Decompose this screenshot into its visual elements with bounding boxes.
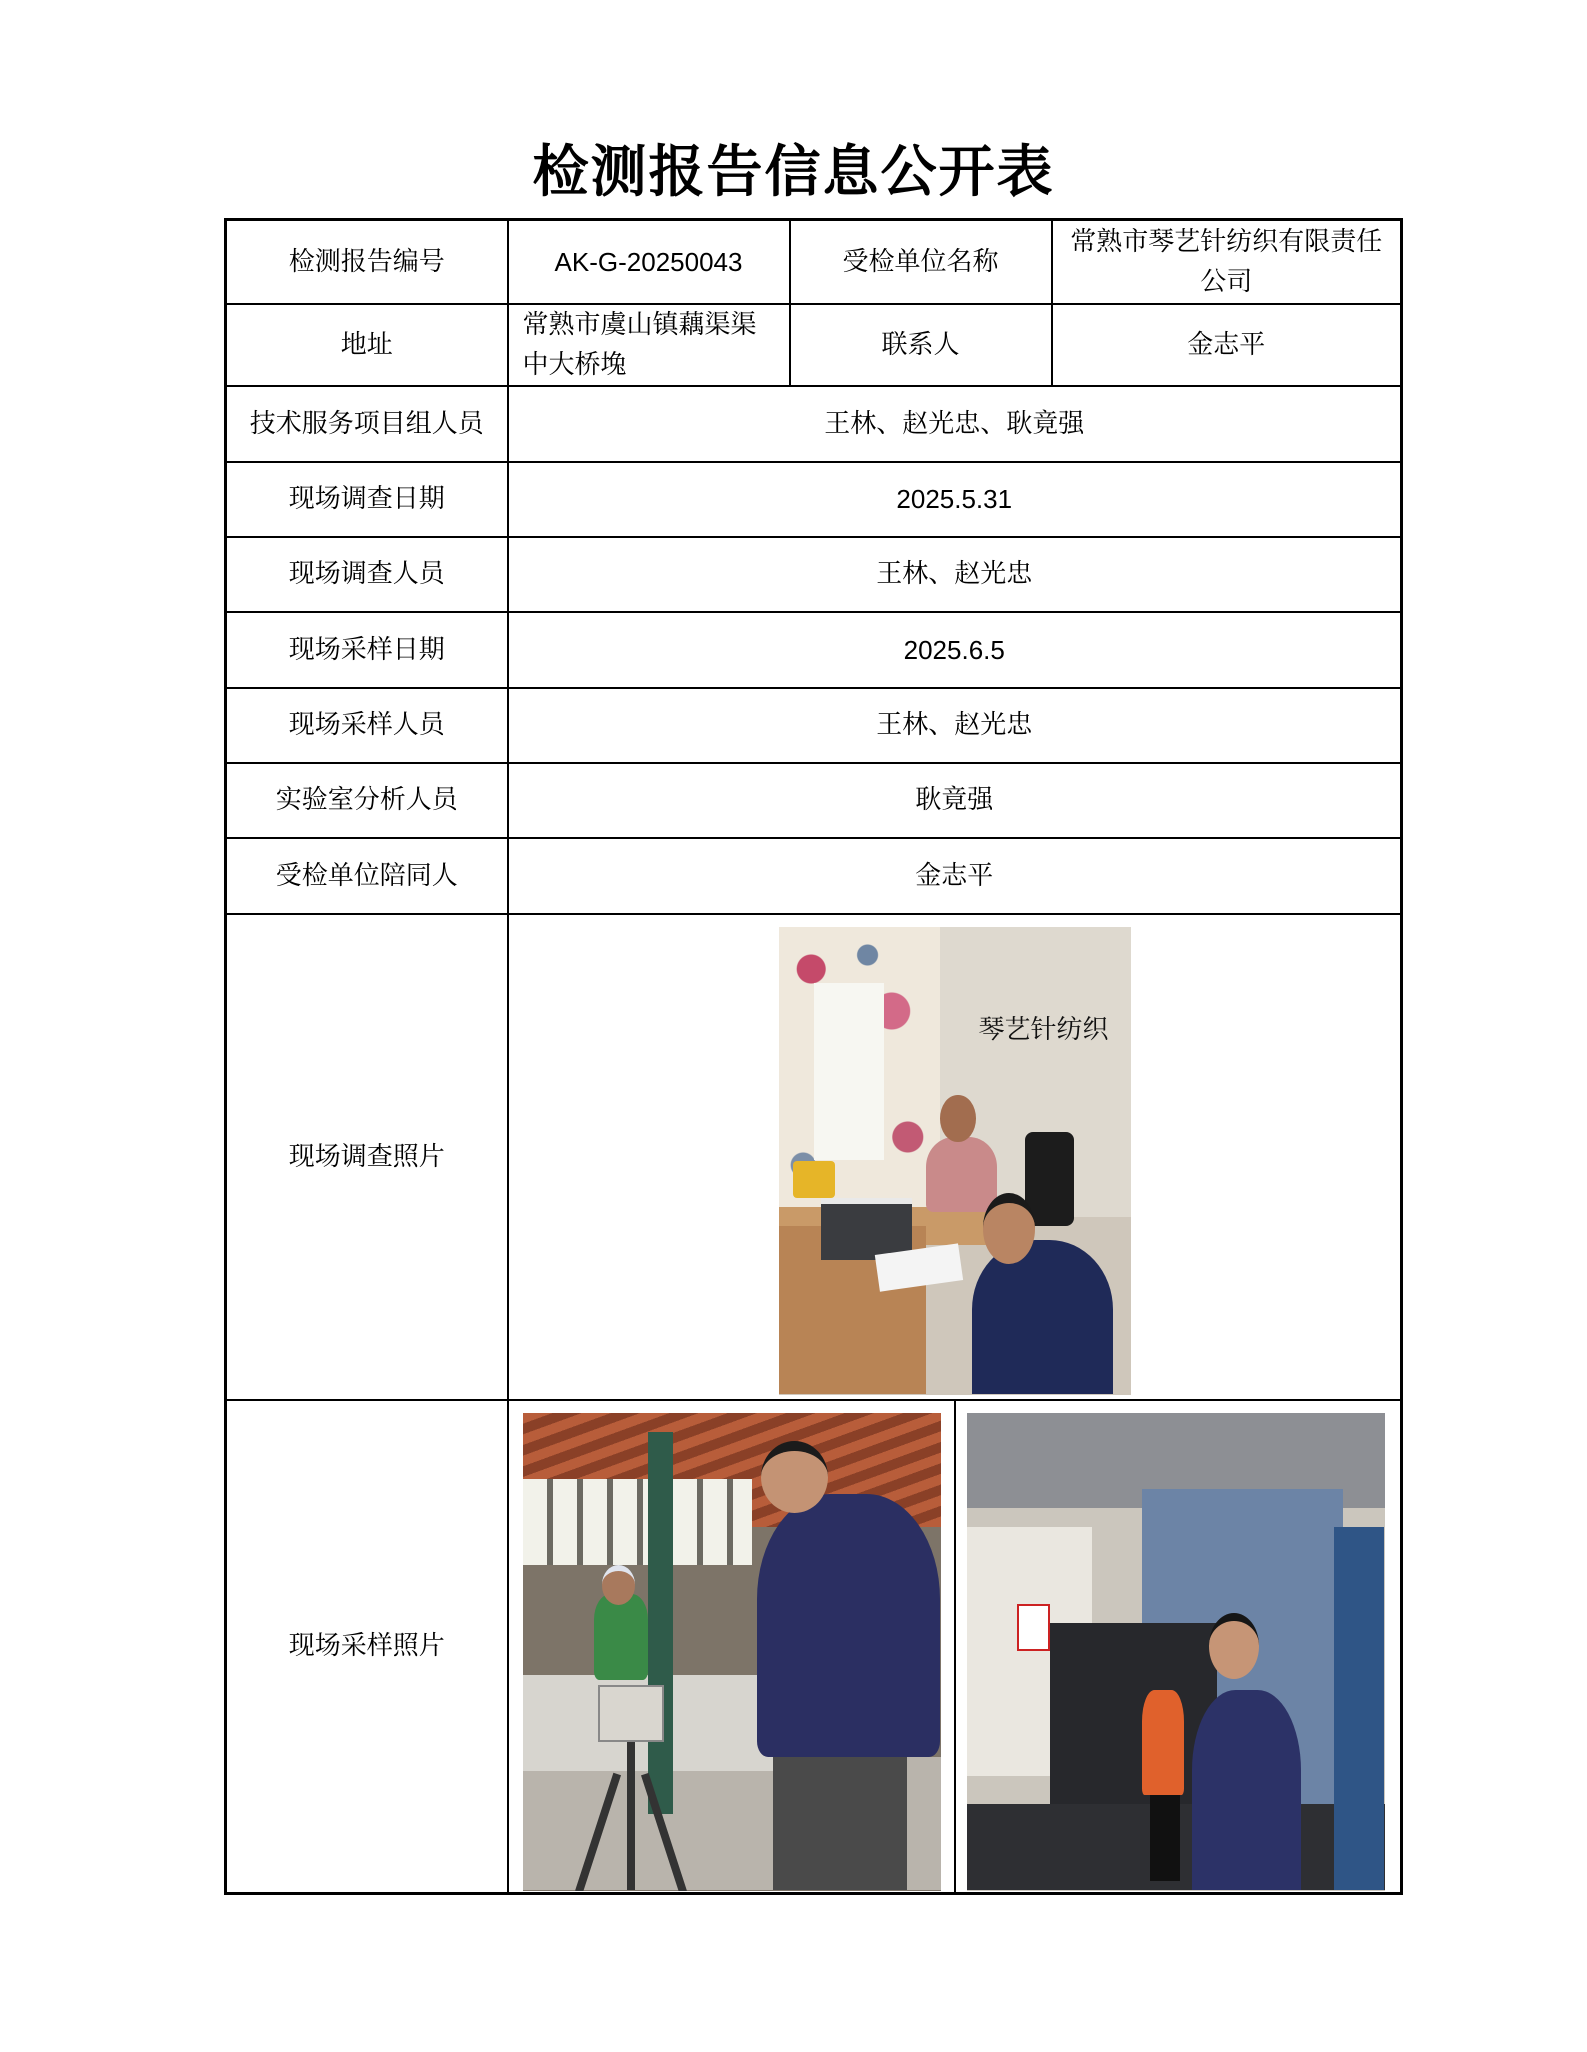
table-row bbox=[226, 838, 1402, 914]
report-info-table bbox=[224, 218, 1403, 1895]
address-label: 地址 bbox=[226, 304, 508, 386]
team-label: 技术服务项目组人员 bbox=[226, 386, 508, 462]
lab-staff-value: 耿竟强 bbox=[508, 763, 1402, 838]
worker bbox=[1142, 1690, 1184, 1795]
warning-sign-icon bbox=[1017, 1604, 1050, 1651]
sampling-photo-cell bbox=[508, 1400, 1402, 1894]
sampling-photo-right bbox=[967, 1413, 1385, 1891]
contact-label: 联系人 bbox=[790, 304, 1052, 386]
unit-name-label: 受检单位名称 bbox=[790, 220, 1052, 304]
sampling-staff-label: 现场采样人员 bbox=[226, 688, 508, 763]
contact-value: 金志平 bbox=[1052, 304, 1402, 386]
report-no-label: 检测报告编号 bbox=[226, 220, 508, 304]
table-row bbox=[226, 537, 1402, 612]
person-seated bbox=[926, 1137, 996, 1212]
survey-date-value: 2025.5.31 bbox=[508, 462, 1402, 537]
table-row bbox=[226, 763, 1402, 838]
escort-label: 受检单位陪同人 bbox=[226, 838, 508, 914]
lab-staff-label: 实验室分析人员 bbox=[226, 763, 508, 838]
team-value: 王林、赵光忠、耿竟强 bbox=[508, 386, 1402, 462]
table-row bbox=[226, 304, 1402, 386]
technician bbox=[757, 1494, 941, 1757]
survey-staff-value: 王林、赵光忠 bbox=[508, 537, 1402, 612]
technician bbox=[1192, 1690, 1301, 1891]
table-row bbox=[226, 386, 1402, 462]
person-writing bbox=[972, 1240, 1113, 1394]
unit-name-value: 常熟市琴艺针纺织有限责任公司 bbox=[1052, 220, 1402, 304]
sampling-photo-left bbox=[523, 1413, 941, 1891]
survey-photo-label: 现场调查照片 bbox=[226, 914, 508, 1400]
survey-photo-caption: 琴艺针纺织 bbox=[978, 1014, 1109, 1045]
worker bbox=[594, 1594, 648, 1680]
sampling-device bbox=[598, 1685, 665, 1742]
address-value: 常熟市虞山镇藕渠渠中大桥堍 bbox=[508, 304, 790, 386]
report-no-value: AK-G-20250043 bbox=[508, 220, 790, 304]
sampling-date-value: 2025.6.5 bbox=[508, 612, 1402, 688]
escort-value: 金志平 bbox=[508, 838, 1402, 914]
survey-photo-cell bbox=[508, 914, 1402, 1400]
survey-date-label: 现场调查日期 bbox=[226, 462, 508, 537]
table-row bbox=[226, 612, 1402, 688]
page-title: 检测报告信息公开表 bbox=[532, 140, 1055, 205]
sampling-date-label: 现场采样日期 bbox=[226, 612, 508, 688]
sampling-staff-value: 王林、赵光忠 bbox=[508, 688, 1402, 763]
table-row bbox=[226, 220, 1402, 304]
table-row bbox=[226, 462, 1402, 537]
survey-staff-label: 现场调查人员 bbox=[226, 537, 508, 612]
table-row bbox=[226, 914, 1402, 1400]
survey-photo bbox=[779, 927, 1131, 1395]
table-row bbox=[226, 688, 1402, 763]
photo-divider bbox=[954, 1401, 956, 1893]
sampling-photo-label: 现场采样照片 bbox=[226, 1400, 508, 1894]
table-row bbox=[226, 1400, 1402, 1894]
